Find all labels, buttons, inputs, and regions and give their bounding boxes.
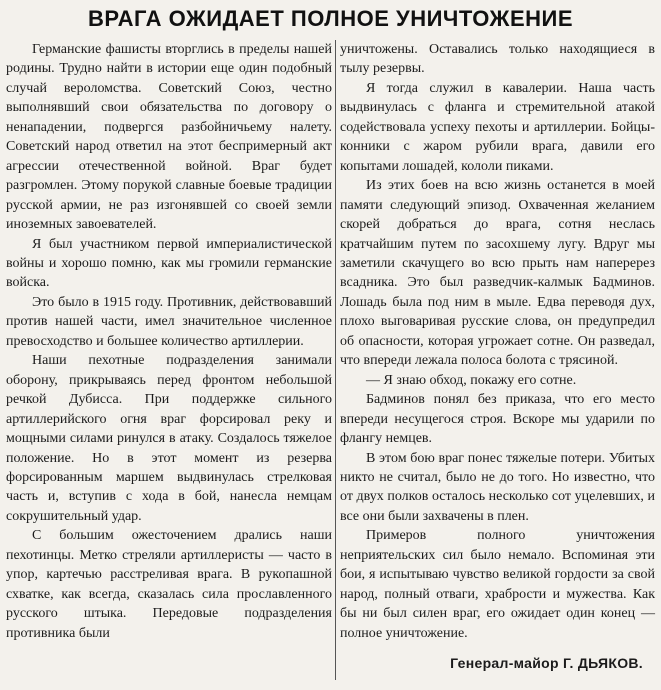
left-column bbox=[6, 40, 332, 643]
paragraph: Примеров полного уничтожения неприятельских сил было немало. Вспоминая эти бои, я испытываю чувство великой гордости за свой народ, полный отваги, храбрости и мужества. Как бы ни был силен враг, его ожидает один конец — полное уничтожение. bbox=[340, 528, 655, 641]
paragraph: Я был участником первой империалистической войны и хорошо помню, как мы громили германские войска. bbox=[6, 236, 332, 291]
column-divider bbox=[335, 40, 336, 680]
author-signature: Генерал-майор Г. ДЬЯКОВ. bbox=[450, 655, 643, 671]
paragraph: уничтожены. Оставались только находящиеся в тылу резервы. bbox=[340, 42, 655, 77]
paragraph: Я тогда служил в кавалерии. Наша часть выдвинулась с фланга и стремительной атакой содействовала успеху пехоты и артиллерии. Бойцы-конники с жаром рубили врага, давили его копытами лошадей, кололи пиками. bbox=[340, 80, 655, 174]
paragraph: Бадминов понял без приказа, что его место впереди несущегося строя. Вскоре мы ударили по флангу немцев. bbox=[340, 392, 655, 447]
paragraph: Это было в 1915 году. Противник, действовавший против нашей части, имел значительное численное превосходство и большее количество артиллерии. bbox=[6, 294, 332, 349]
paragraph: Наши пехотные подразделения занимали оборону, прикрываясь перед фронтом небольшой речкой Дубисса. При поддержке сильного артиллерийского огня враг форсировал реку и мощными силами ринулся в атаку. Создалось тяжелое положение. Но в этот момент из резерва форсированным маршем выдвинулась стрелковая часть и, вступив с хода в бой, нанесла немцам сокрушительный удар. bbox=[6, 353, 332, 524]
paragraph: С большим ожесточением дрались наши пехотинцы. Метко стреляли артиллеристы — часто в упор, картечью расстреливая врага. В рукопашной схватке, как всегда, сказалась сила прославленного русского штыка. Передовые подразделения противника были bbox=[6, 528, 332, 641]
paragraph: Из этих боев на всю жизнь останется в моей памяти следующий эпизод. Охваченная желанием скорей добраться до врага, сотня неслась кратчайшим путем по засохшему лугу. Вдруг мы заметили скачущего во всю прыть нам наперерез всадника. Это был разведчик-калмык Бадминов. Лошадь была под ним в мыле. Едва переводя дух, плохо выговаривая русские слова, он предупредил об опасности, которая угрожает сотне. Он разведал, что впереди лежала полоса болота с трясиной. bbox=[340, 178, 655, 369]
right-column bbox=[340, 40, 655, 643]
paragraph: Германские фашисты вторглись в пределы нашей родины. Трудно найти в истории еще один подобный случай вероломства. Советский Союз, честно выполнявший свои обязательства по договору о ненападении, подвергся разбойничьему налету. Советский народ ответил на этот беспримерный акт агрессии отечественной войной. Враг будет разгромлен. Этому порукой славные боевые традиции русской армии, не раз изгонявшей со своей земли иноземных завоевателей. bbox=[6, 42, 332, 233]
paragraph: — Я знаю обход, покажу его сотне. bbox=[366, 372, 577, 388]
paragraph: В этом бою враг понес тяжелые потери. Убитых никто не считал, было не до того. Но известно, что от двух полков осталось несколько сот уцелевших, и все они были захвачены в плен. bbox=[340, 450, 655, 524]
article-headline: ВРАГА ОЖИДАЕТ ПОЛНОЕ УНИЧТОЖЕНИЕ bbox=[88, 6, 573, 31]
